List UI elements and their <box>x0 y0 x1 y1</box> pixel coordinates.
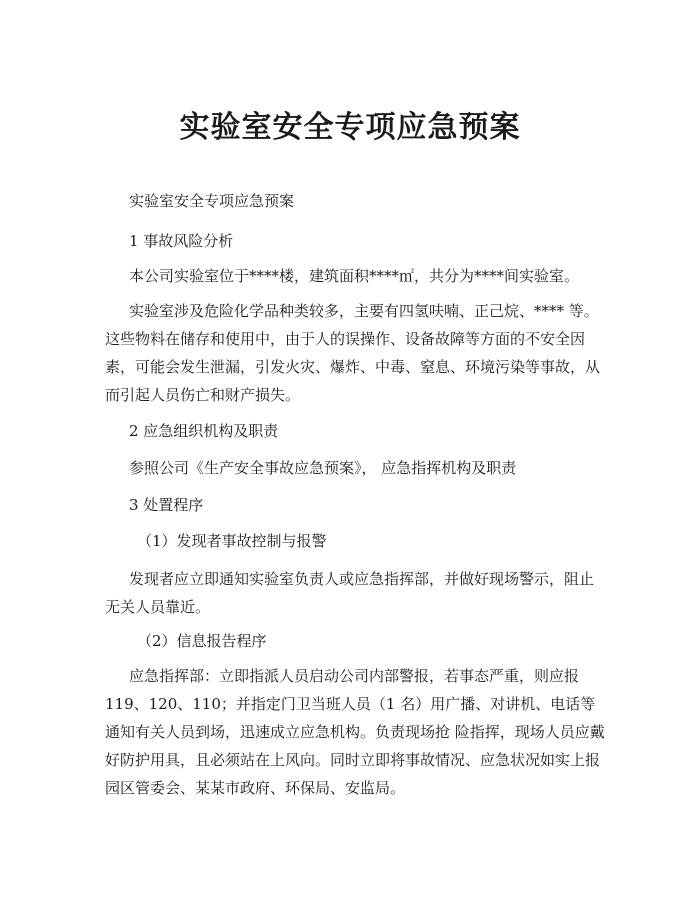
subheading-discovery-alarm: （1）发现者事故控制与报警 <box>137 532 327 550</box>
paragraph-heading-repeat: 实验室安全专项应急预案 <box>129 192 295 210</box>
document-title: 实验室安全专项应急预案 <box>179 110 521 145</box>
paragraph-hazard-description: 实验室涉及危险化学品种类较多，主要有四氢呋喃、正己烷、**** 等。 这些物料在储存和使用中，由于人的误操作、设备故障等方面的不安全因素，可能会发生泄漏，引发火灾、爆炸、中毒、窒息、环境污染等事故，从而引起人员伤亡和财产损失。 <box>105 302 601 404</box>
paragraph-organization-reference: 参照公司《生产安全事故应急预案》， 应急指挥机构及职责 <box>129 459 517 477</box>
section-heading-procedure: 3 处置程序 <box>129 496 204 514</box>
paragraph-discovery-action: 发现者应立即通知实验室负责人或应急指挥部，并做好现场警示，阻止无关人员靠近。 <box>105 570 595 616</box>
section-heading-risk-analysis: 1 事故风险分析 <box>129 232 234 250</box>
subheading-report-procedure: （2）信息报告程序 <box>137 632 267 650</box>
paragraph-command-action: 应急指挥部：立即指派人员启动公司内部警报，若事态严重，则应报 119、120、110；并指定门卫当班人员（1 名）用广播、对讲机、电话等通知有关人员到场，迅速成立应急机构。负责现场抢 险指挥，现场人员应戴好防护用具，且必须站在上风向。同时立即将事故情况、应急状况如实上报园区管委会、某某市政府、环保局、安监局。 <box>105 667 605 797</box>
paragraph-lab-location: 本公司实验室位于****楼，建筑面积****㎡，共分为****间实验室。 <box>129 267 580 285</box>
section-heading-organization: 2 应急组织机构及职责 <box>129 422 279 440</box>
